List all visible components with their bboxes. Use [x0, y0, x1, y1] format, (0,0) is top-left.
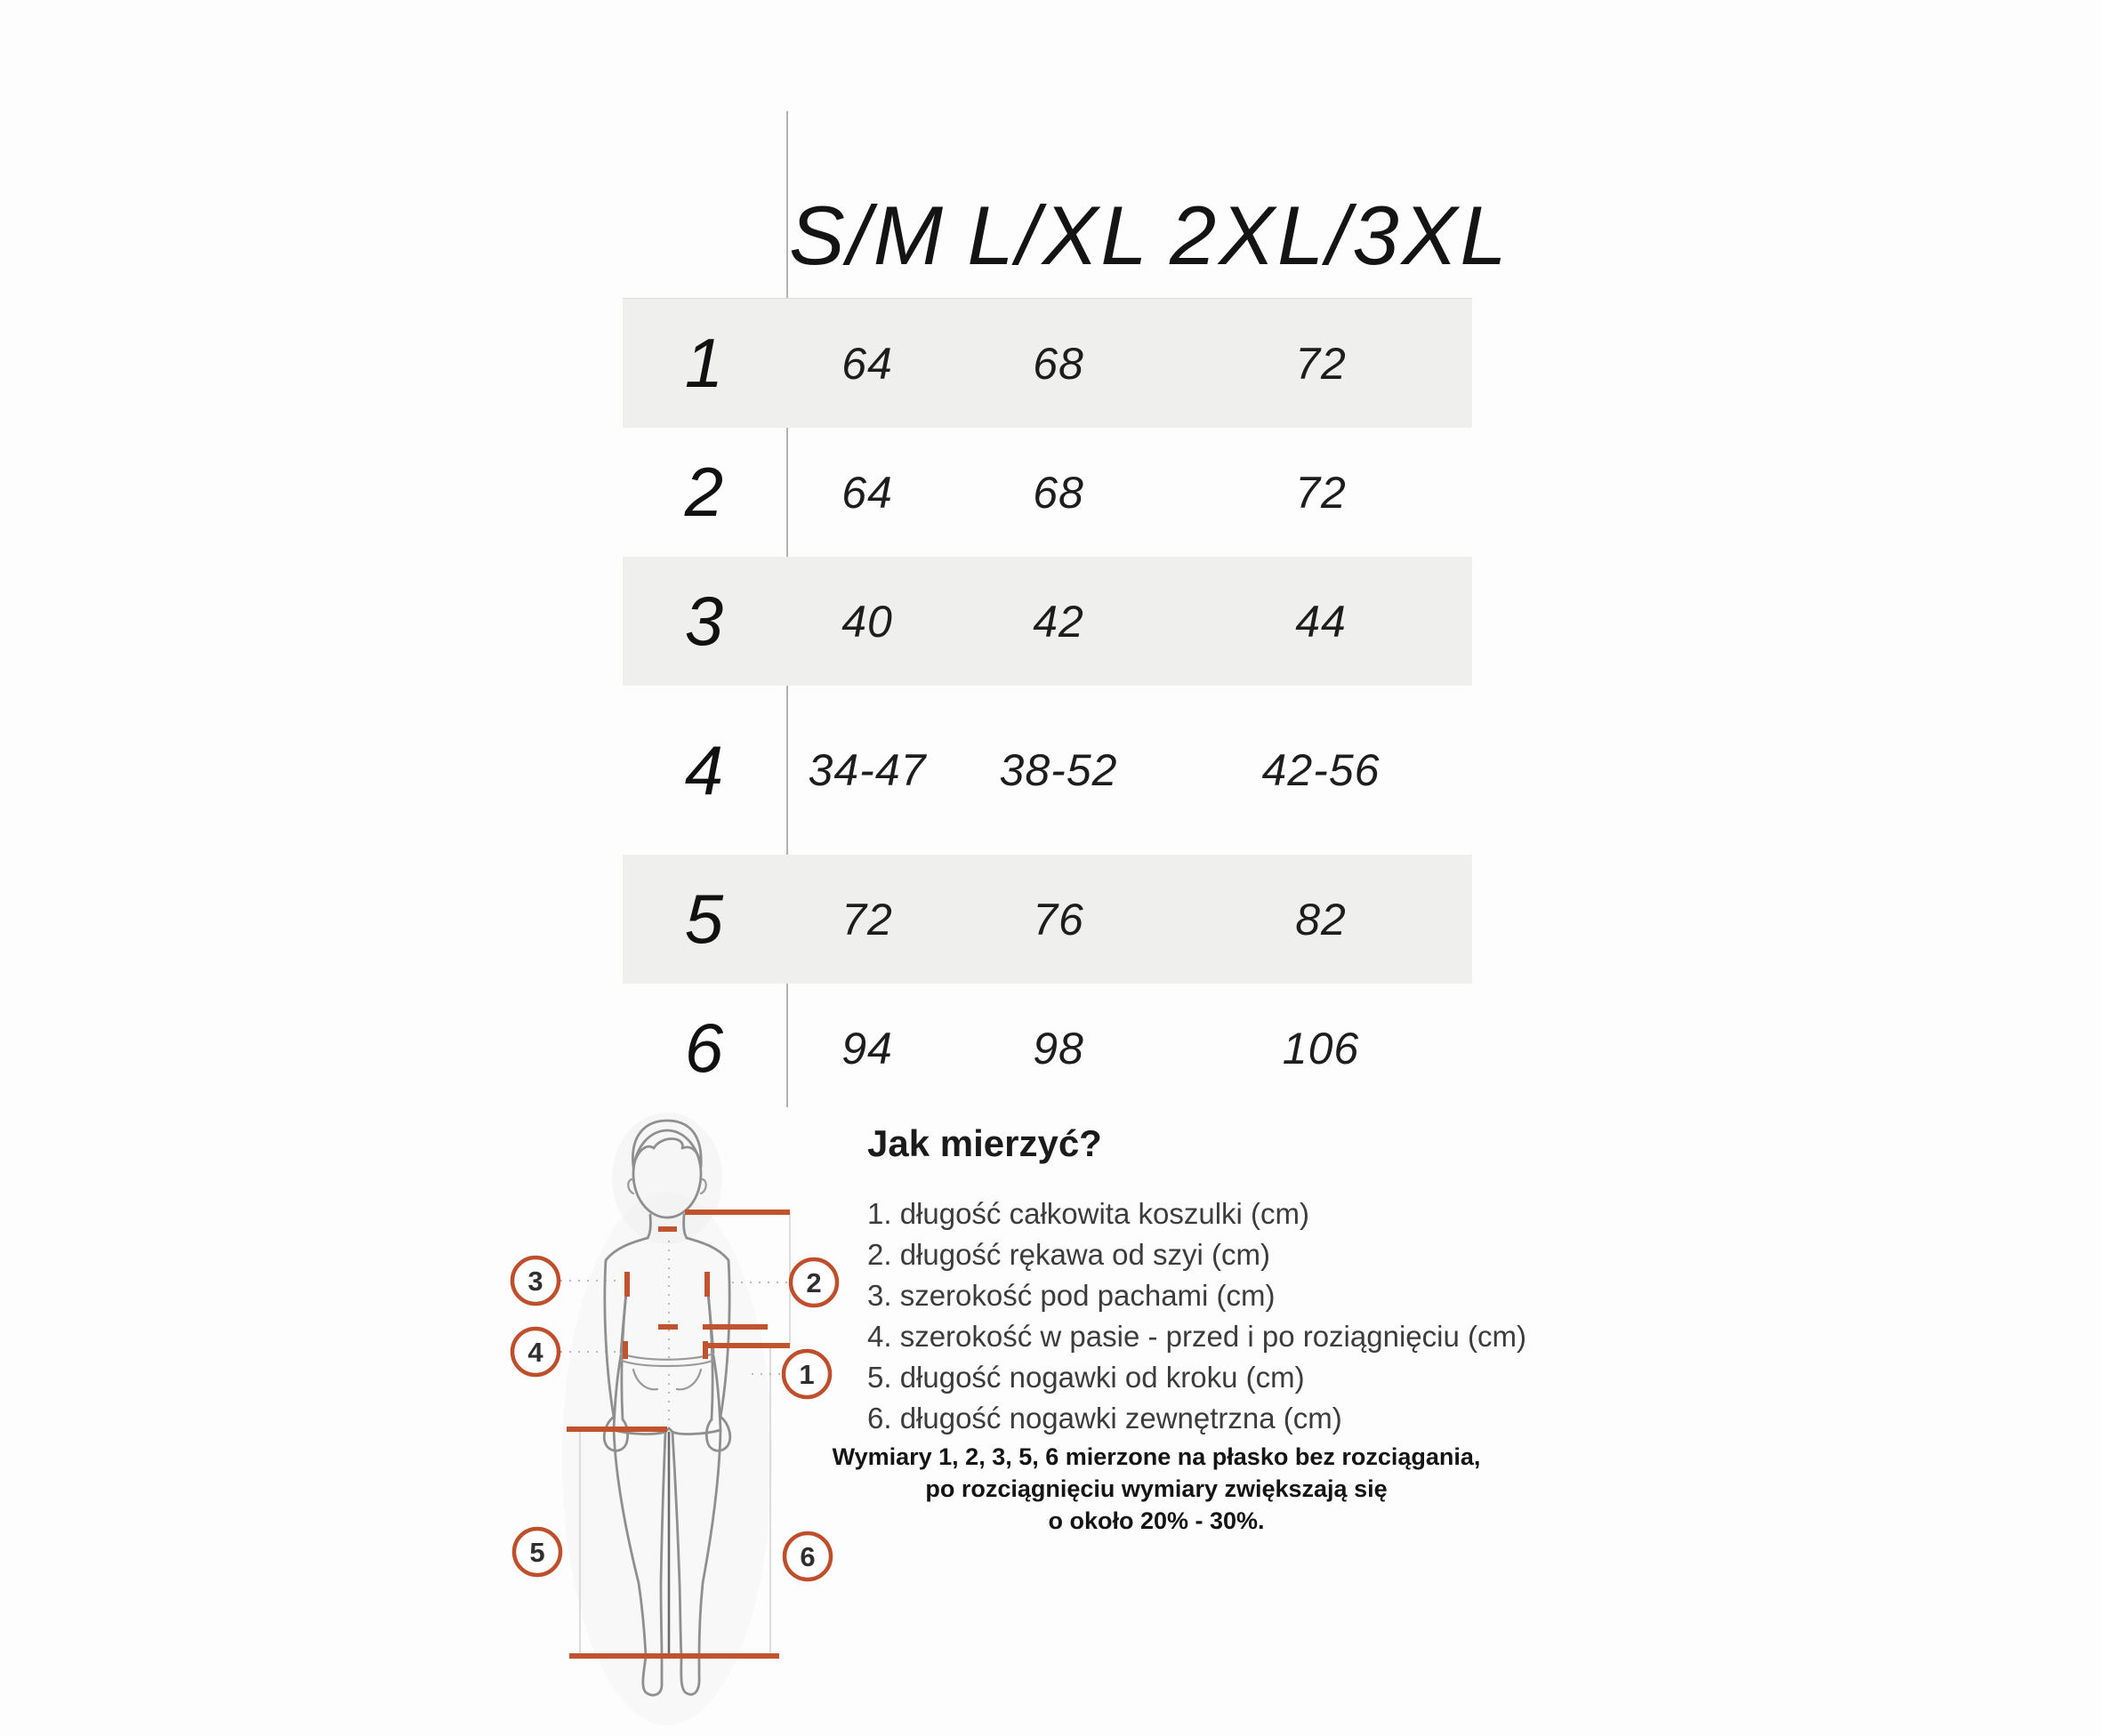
note-line: po rozciągnięciu wymiary zwiększają się: [925, 1475, 1388, 1502]
table-row: [623, 557, 1472, 686]
cell-value: 72: [1295, 338, 1347, 389]
table-row: [623, 686, 1472, 855]
measurement-note: [818, 1441, 1494, 1537]
row-label: 3: [684, 582, 726, 660]
marker-3-label: 3: [527, 1266, 543, 1297]
measurement-figure: [480, 1103, 863, 1736]
measure-item: 4. szerokość w pasie - przed i po roziągnięciu (cm): [867, 1320, 1526, 1353]
note-line: Wymiary 1, 2, 3, 5, 6 mierzone na płasko bez rozciągania,: [832, 1443, 1481, 1470]
cell-value: 68: [1033, 338, 1084, 389]
row-label: 4: [684, 730, 726, 809]
cell-value: 106: [1282, 1023, 1360, 1073]
cell-value: 42-56: [1261, 745, 1381, 795]
table-row: [623, 984, 1472, 1113]
measure-item: 5. długość nogawki od kroku (cm): [867, 1361, 1305, 1394]
table-row: [623, 298, 1472, 428]
cell-value: 72: [1295, 467, 1347, 518]
marker-1-label: 1: [799, 1359, 815, 1390]
row-label: 5: [684, 880, 726, 958]
cell-value: 76: [1033, 894, 1084, 944]
how-to-measure-title: Jak mierzyć?: [867, 1122, 1102, 1164]
row-label: 1: [684, 324, 726, 402]
measure-item: 3. szerokość pod pachami (cm): [867, 1279, 1276, 1312]
marker-5-label: 5: [529, 1537, 545, 1568]
table-header-row: [623, 173, 1509, 298]
marker-4-label: 4: [527, 1337, 543, 1368]
cell-value: 68: [1033, 467, 1084, 518]
cell-value: 42: [1033, 596, 1084, 647]
marker-2-label: 2: [806, 1267, 822, 1298]
cell-value: 64: [841, 338, 893, 389]
cell-value: 40: [841, 596, 893, 647]
table-row: [623, 855, 1472, 984]
cell-value: 34-47: [808, 745, 927, 795]
cell-value: 38-52: [999, 745, 1118, 795]
row-label: 6: [684, 1009, 726, 1087]
marker-6-label: 6: [800, 1541, 816, 1572]
size-table: [623, 173, 1509, 1113]
note-line: o około 20% - 30%.: [1048, 1507, 1265, 1534]
cell-value: 72: [841, 894, 893, 944]
cell-value: 94: [841, 1023, 893, 1073]
table-row: [623, 428, 1472, 557]
measure-item: 1. długość całkowita koszulki (cm): [867, 1197, 1309, 1230]
col-header-lxl: L/XL: [967, 189, 1150, 282]
col-header-2xl3xl: 2XL/3XL: [1170, 189, 1509, 282]
how-to-measure-list: [867, 1194, 1526, 1439]
cell-value: 44: [1295, 596, 1347, 647]
col-header-sm: S/M: [788, 189, 946, 282]
figure-halo-body: [562, 1192, 772, 1725]
row-label: 2: [684, 453, 726, 531]
cell-value: 64: [841, 467, 893, 518]
measure-item: 6. długość nogawki zewnętrzna (cm): [867, 1402, 1342, 1435]
cell-value: 98: [1033, 1023, 1084, 1073]
measure-item: 2. długość rękawa od szyi (cm): [867, 1238, 1270, 1271]
cell-value: 82: [1295, 894, 1347, 944]
